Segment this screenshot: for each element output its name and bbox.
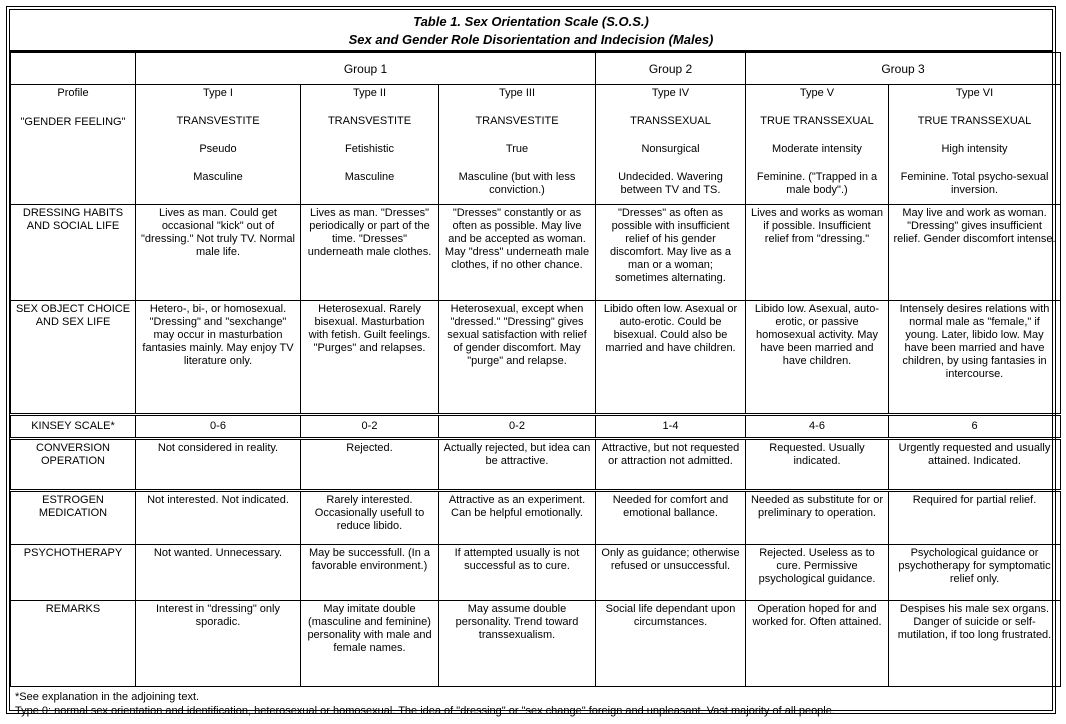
- row-label: CONVERSION OPERATION: [11, 439, 136, 491]
- table-cell: Intensely desires relations with normal male as "female," if young. Later, libido low. May have been married and have children, by using fantasies in intercourse.: [889, 301, 1061, 415]
- table-cell: Operation hoped for and worked for. Often attained.: [746, 601, 889, 687]
- table-cell: Required for partial relief.: [889, 491, 1061, 545]
- type-name: TRANSVESTITE: [475, 115, 559, 128]
- type-subtype: True: [505, 143, 529, 156]
- type-gender: Masculine: [193, 171, 243, 183]
- profile-cell-type4: [596, 85, 746, 205]
- type-header: Type IV: [651, 87, 690, 100]
- table-cell: 0-6: [136, 415, 301, 439]
- table-cell: Attractive, but not requested or attraction not admitted.: [596, 439, 746, 491]
- type-name: TRANSVESTITE: [176, 115, 260, 128]
- table-row-remarks: [11, 601, 1061, 687]
- table-cell: 0-2: [301, 415, 439, 439]
- table-cell: 0-2: [439, 415, 596, 439]
- type-header: Type I: [203, 87, 233, 100]
- type-name: TRANSVESTITE: [327, 115, 412, 128]
- footnotes: [10, 687, 1052, 721]
- row-label: KINSEY SCALE*: [11, 415, 136, 439]
- footnote-line1: *See explanation in the adjoining text.: [15, 691, 200, 704]
- group-header-1: Group 1: [136, 53, 596, 85]
- table-row-kinsey: [11, 415, 1061, 439]
- table-cell: "Dresses" constantly or as often as possible. May live and be accepted as woman. May "dress" underneath male clothes, if no other chance.: [439, 205, 596, 301]
- type-subtype: High intensity: [941, 143, 1008, 156]
- type-gender: Masculine: [344, 171, 395, 183]
- row-label: REMARKS: [11, 601, 136, 687]
- table-title: [10, 10, 1052, 52]
- table-row-conversion: [11, 439, 1061, 491]
- table-cell: Heterosexual, except when "dressed." "Dressing" gives sexual satisfaction with relief of gender discomfort. May "purge" and relapse.: [439, 301, 596, 415]
- table-cell: May live and work as woman. "Dressing" gives insufficient relief. Gender discomfort intense.: [889, 205, 1061, 301]
- table-cell: Libido low. Asexual, auto-erotic, or passive homosexual activity. May have been married and have children.: [746, 301, 889, 415]
- row-label: PSYCHOTHERAPY: [11, 545, 136, 601]
- table-inner-frame: [9, 9, 1056, 718]
- profile-cell-type3: [439, 85, 596, 205]
- type-gender: Masculine (but with less conviction.): [458, 171, 576, 196]
- sos-table: [10, 52, 1061, 687]
- type-header: Type VI: [955, 87, 994, 100]
- table-cell: Lives as man. Could get occasional "kick" out of "dressing." Not truly TV. Normal male life.: [136, 205, 301, 301]
- table-row-sex-object: [11, 301, 1061, 415]
- table-cell: May be successfull. (In a favorable environment.): [301, 545, 439, 601]
- row-label: SEX OBJECT CHOICE AND SEX LIFE: [11, 301, 136, 415]
- table-cell: Needed as substitute for or preliminary to operation.: [746, 491, 889, 545]
- table-cell: Attractive as an experiment. Can be helpful emotionally.: [439, 491, 596, 545]
- type-subtype: Fetishistic: [345, 143, 394, 156]
- table-frame: [6, 6, 1056, 718]
- group-header-3: Group 3: [746, 53, 1061, 85]
- table-cell: Rejected.: [301, 439, 439, 491]
- table-cell: "Dresses" as often as possible with insufficient relief of his gender discomfort. May live as a man or a woman; sometimes alternating.: [596, 205, 746, 301]
- table-cell: Rarely interested. Occasionally usefull to reduce libido.: [301, 491, 439, 545]
- type-gender: Undecided. Wavering between TV and TS.: [618, 171, 723, 196]
- type-subtype: Pseudo: [199, 143, 237, 156]
- type-gender: Feminine. ("Trapped in a male body".): [756, 171, 878, 196]
- table-cell: Not interested. Not indicated.: [136, 491, 301, 545]
- table-row-psychotherapy: [11, 545, 1061, 601]
- row-label-profile: [11, 85, 136, 205]
- profile-row: [11, 85, 1061, 205]
- profile-cell-type2: [301, 85, 439, 205]
- table-cell: If attempted usually is not successful as to cure.: [439, 545, 596, 601]
- table-cell: Rejected. Useless as to cure. Permissive psychological guidance.: [746, 545, 889, 601]
- table-cell: Interest in "dressing" only sporadic.: [136, 601, 301, 687]
- footnote-line2: Type 0: normal sex orientation and identification, heterosexual or homosexual. The idea of "dressing" or "sex change" foreign and unpleasant. Vast majority of all people.: [15, 705, 835, 718]
- type-subtype: Nonsurgical: [641, 143, 700, 156]
- profile-cell-type6: [889, 85, 1061, 205]
- group-header-row: [11, 53, 1061, 85]
- type-header: Type III: [498, 87, 536, 100]
- profile-label-line2: "GENDER FEELING": [20, 116, 126, 129]
- table-cell: Hetero-, bi-, or homosexual. "Dressing" and "sexchange" may occur in masturbation fantasies mainly. May enjoy TV literature only.: [136, 301, 301, 415]
- row-label: DRESSING HABITS AND SOCIAL LIFE: [11, 205, 136, 301]
- type-header: Type V: [799, 87, 835, 100]
- table-cell: Lives as man. "Dresses" periodically or part of the time. "Dresses" underneath male clothes.: [301, 205, 439, 301]
- table-cell: Not wanted. Unnecessary.: [136, 545, 301, 601]
- group-header-2: Group 2: [596, 53, 746, 85]
- table-cell: May assume double personality. Trend toward transsexualism.: [439, 601, 596, 687]
- table-cell: Lives and works as woman if possible. Insufficient relief from "dressing.": [746, 205, 889, 301]
- table-cell: May imitate double (masculine and feminine) personality with male and female names.: [301, 601, 439, 687]
- profile-cell-type1: [136, 85, 301, 205]
- table-cell: Libido often low. Asexual or auto-erotic. Could be bisexual. Could also be married and have children.: [596, 301, 746, 415]
- table-cell: Heterosexual. Rarely bisexual. Masturbation with fetish. Guilt feelings. "Purges" and relapses.: [301, 301, 439, 415]
- table-row-estrogen: [11, 491, 1061, 545]
- profile-label-line1: Profile: [57, 87, 89, 100]
- row-label: ESTROGEN MEDICATION: [11, 491, 136, 545]
- type-name: TRUE TRANSSEXUAL: [760, 115, 874, 128]
- table-cell: Requested. Usually indicated.: [746, 439, 889, 491]
- table-row-dressing: [11, 205, 1061, 301]
- type-name: TRUE TRANSSEXUAL: [917, 115, 1032, 128]
- type-name: TRANSSEXUAL: [630, 115, 711, 128]
- table-cell: Psychological guidance or psychotherapy for symptomatic relief only.: [889, 545, 1061, 601]
- table-title-line2: Sex and Gender Role Disorientation and Indecision (Males): [348, 31, 714, 47]
- table-cell: 6: [889, 415, 1061, 439]
- type-header: Type II: [352, 87, 387, 100]
- table-cell: Despises his male sex organs. Danger of suicide or self-mutilation, if too long frustrated.: [889, 601, 1061, 687]
- profile-cell-type5: [746, 85, 889, 205]
- table-cell: Needed for comfort and emotional ballance.: [596, 491, 746, 545]
- table-title-line1: Table 1. Sex Orientation Scale (S.O.S.): [413, 14, 649, 29]
- table-cell: Actually rejected, but idea can be attractive.: [439, 439, 596, 491]
- type-gender: Feminine. Total psycho-sexual inversion.: [900, 171, 1049, 196]
- corner-cell: [11, 53, 136, 85]
- table-cell: Only as guidance; otherwise refused or unsuccessful.: [596, 545, 746, 601]
- table-cell: Urgently requested and usually attained. Indicated.: [889, 439, 1061, 491]
- table-cell: Not considered in reality.: [136, 439, 301, 491]
- type-subtype: Moderate intensity: [772, 143, 862, 156]
- table-cell: 4-6: [746, 415, 889, 439]
- table-cell: Social life dependant upon circumstances.: [596, 601, 746, 687]
- table-cell: 1-4: [596, 415, 746, 439]
